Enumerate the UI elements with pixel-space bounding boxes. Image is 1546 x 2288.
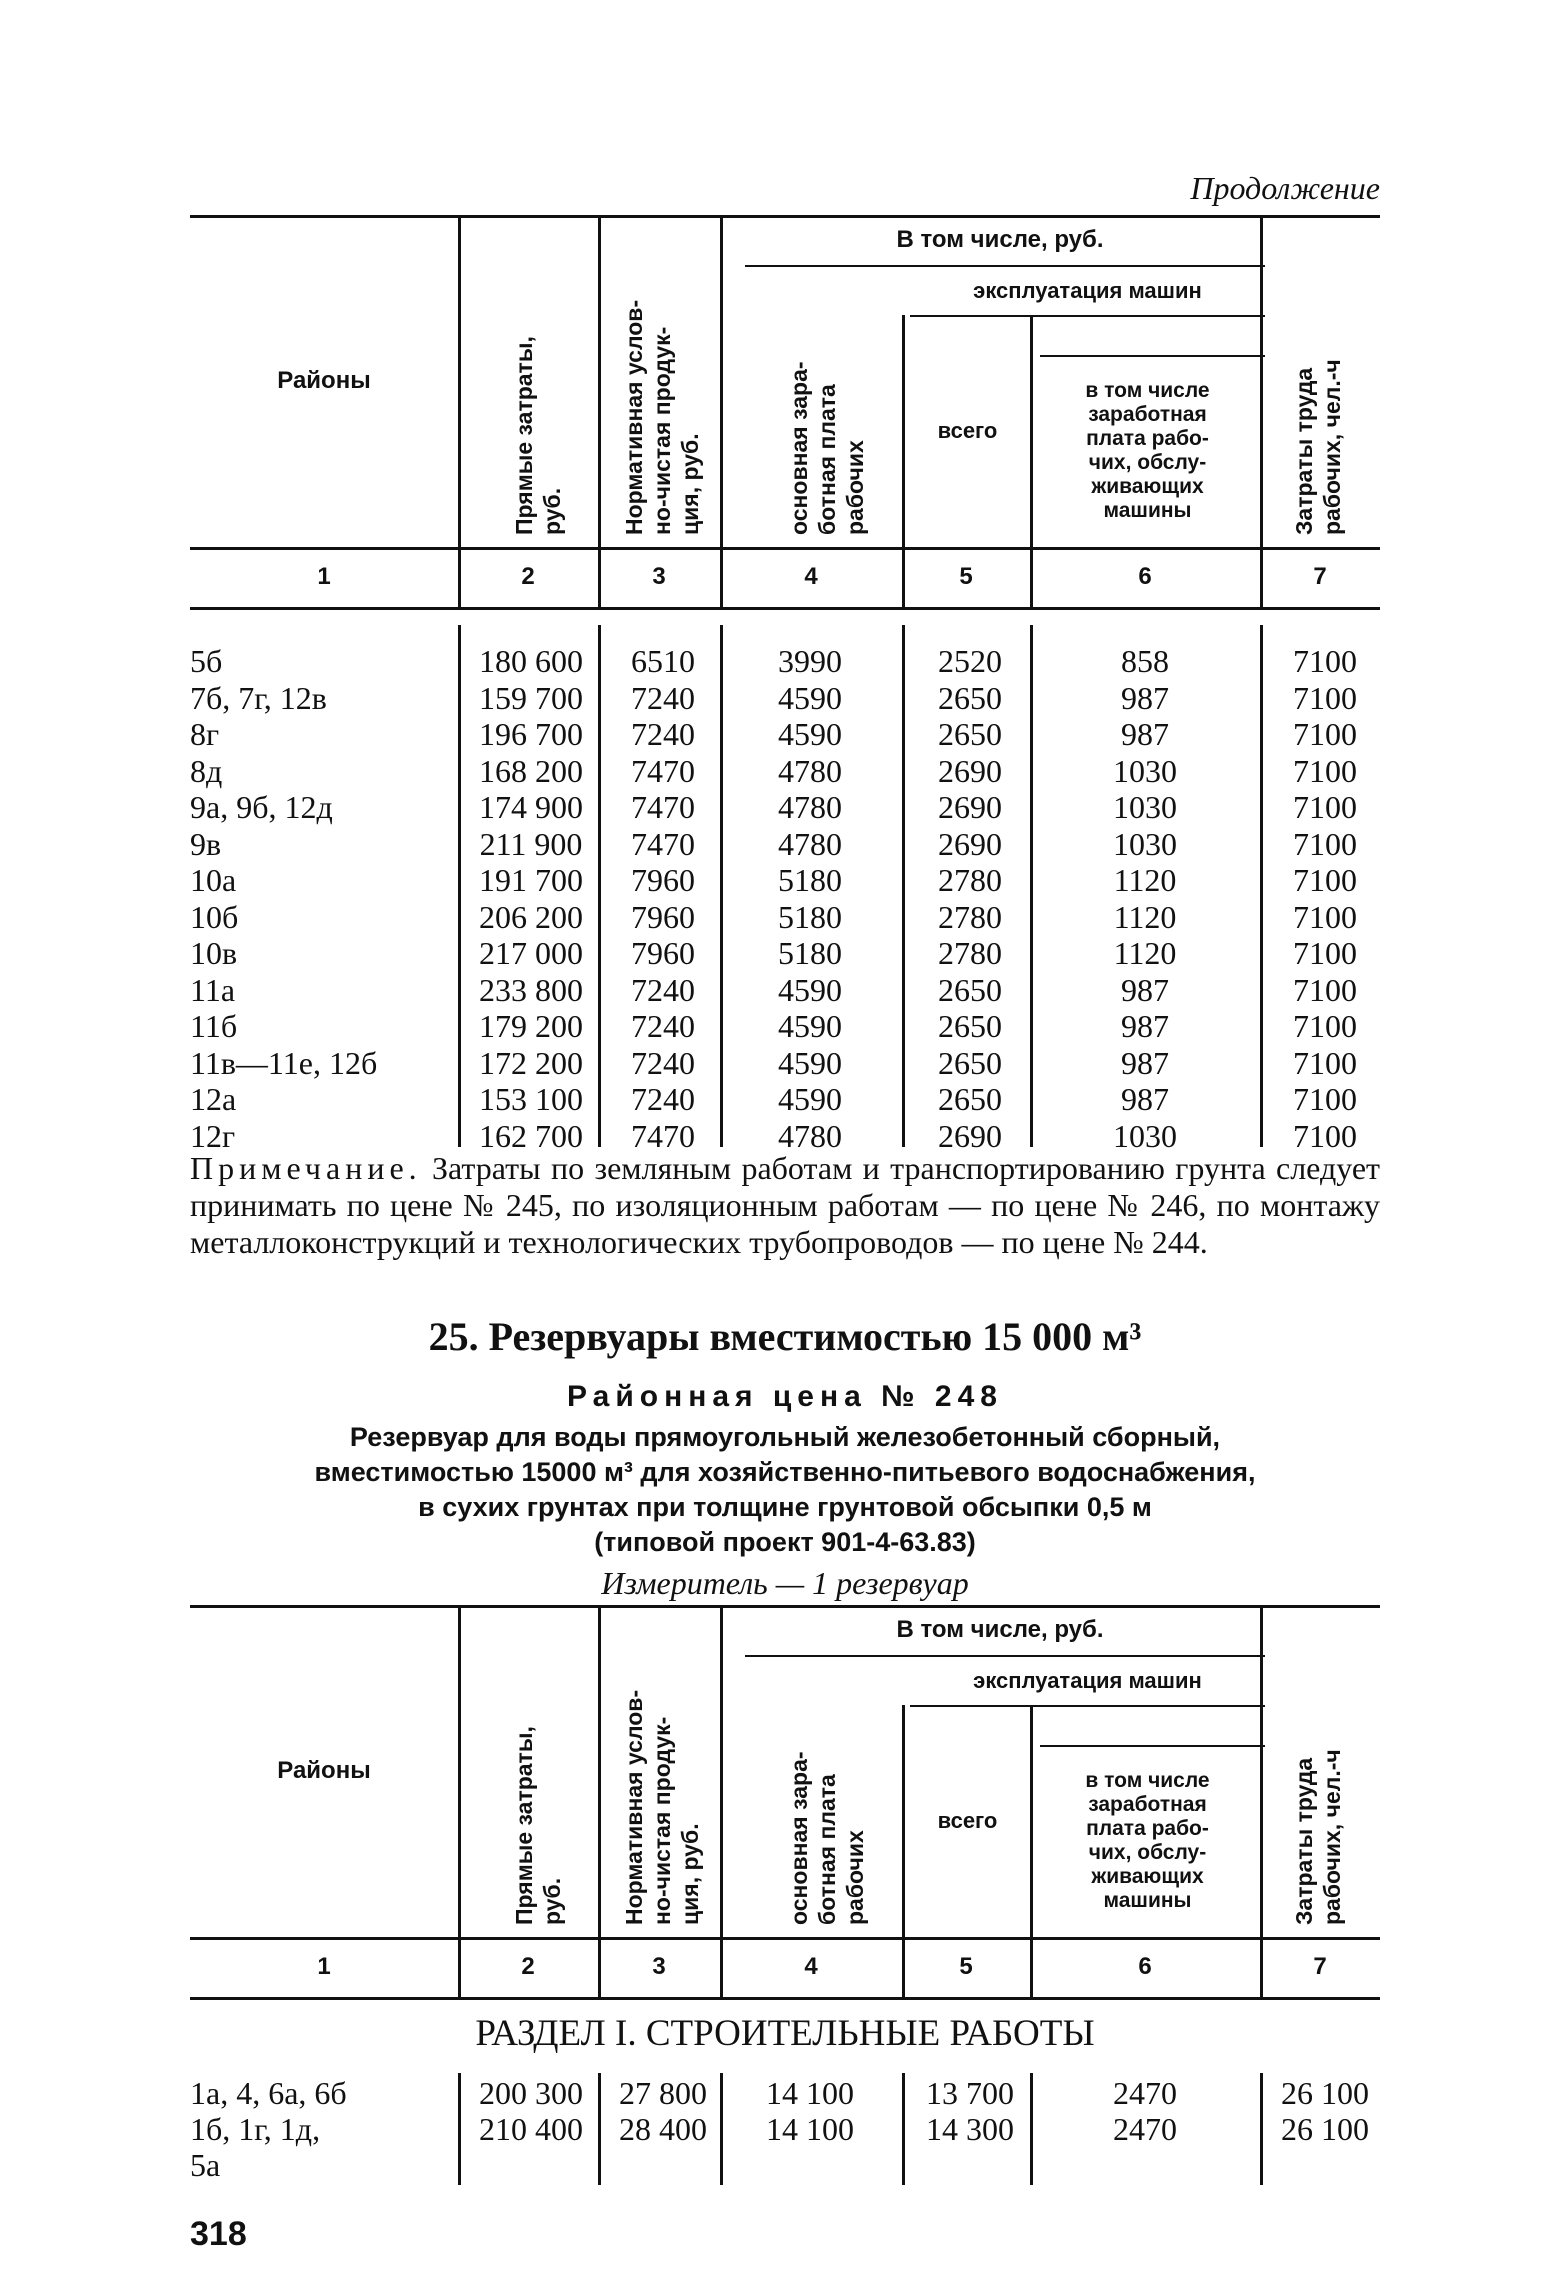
region-cell: 11б: [190, 1008, 238, 1044]
value-cell: 7470: [631, 789, 695, 825]
value-cell: 6510: [631, 643, 695, 679]
value-cell: 2470: [1113, 2075, 1177, 2111]
table-header: [190, 215, 1380, 611]
table-row: [190, 1118, 1380, 1155]
col-number-5: 5: [959, 563, 973, 590]
table-row: [190, 680, 1380, 717]
description-line: в сухих грунтах при толщине грунтовой обсыпки 0,5 м: [418, 1492, 1152, 1522]
region-cell: 1б, 1г, 1д,: [190, 2111, 321, 2147]
value-cell: 162 700: [479, 1117, 583, 1154]
value-cell: 174 900: [479, 789, 583, 825]
value-cell: 14 100: [766, 2111, 854, 2147]
col-number-2: 2: [521, 563, 535, 590]
note: [190, 1150, 1380, 1261]
value-cell: 206 200: [479, 898, 583, 935]
value-cell: 7240: [631, 1044, 695, 1081]
value-cell: 159 700: [479, 679, 583, 716]
value-cell: 2690: [938, 789, 1002, 825]
value-cell: 7100: [1293, 898, 1357, 935]
value-cell: 7240: [631, 679, 695, 716]
price-title: Районная цена № 248: [567, 1380, 1003, 1413]
value-cell: 7960: [631, 898, 695, 935]
value-cell: 2780: [938, 898, 1002, 935]
region-cell: 8г: [190, 716, 220, 752]
value-cell: 7100: [1293, 935, 1357, 971]
value-cell: 172 200: [479, 1044, 583, 1081]
header-including: В том числе, руб.: [896, 226, 1104, 253]
region-cell: 12г: [190, 1117, 236, 1154]
table-row: [190, 935, 1380, 972]
price-table-continued: [190, 215, 1380, 1154]
region-cell: 12а: [190, 1081, 237, 1117]
description: [190, 1420, 1380, 1560]
table-row: [190, 2111, 1380, 2148]
value-cell: 2690: [938, 1117, 1002, 1154]
value-cell: 4590: [778, 1081, 842, 1117]
value-cell: 4590: [778, 679, 842, 716]
value-cell: 987: [1121, 716, 1169, 752]
value-cell: 987: [1121, 971, 1169, 1008]
value-cell: 7100: [1293, 971, 1357, 1008]
table-row: [190, 753, 1380, 790]
table-row: [190, 1008, 1380, 1045]
description-line: Резервуар для воды прямоугольный железобетонный сборный,: [349, 1422, 1221, 1452]
col-number-2: 2: [521, 1953, 535, 1980]
value-cell: 7100: [1293, 1044, 1357, 1081]
table-row: [190, 789, 1380, 826]
value-cell: 2650: [938, 1081, 1002, 1117]
region-cell: 9а, 9б, 12д: [190, 789, 333, 825]
region-cell: 8д: [190, 752, 223, 789]
value-cell: 14 300: [926, 2111, 1014, 2147]
value-cell: 4590: [778, 716, 842, 752]
region-cell: 5а: [190, 2147, 221, 2183]
value-cell: 1030: [1113, 752, 1177, 789]
col-number-4: 4: [804, 563, 818, 590]
value-cell: 2780: [938, 935, 1002, 971]
description-line: (типовой проект 901-4-63.83): [594, 1527, 976, 1557]
region-cell: 11а: [190, 971, 236, 1008]
value-cell: 7100: [1293, 643, 1357, 679]
col-number-3: 3: [652, 1953, 666, 1980]
header-normative-production: Нормативная услов- но-чистая продук- ция, руб.: [621, 299, 703, 535]
note-text: Затраты по земляным работам и транспортированию грунта следует принимать по цене № 245, по изоляционным работам — по цене № 246, по монтажу металлоконструкций и технологических трубопроводов — по цене № 244.: [190, 1150, 1380, 1260]
value-cell: 2780: [938, 862, 1002, 898]
table-row: [190, 972, 1380, 1009]
table-row: [190, 643, 1380, 680]
region-cell: 10б: [190, 898, 239, 935]
value-cell: 4780: [778, 752, 842, 789]
table-row: [190, 716, 1380, 753]
header-direct-costs: Прямые затраты, руб.: [511, 336, 565, 535]
value-cell: 7100: [1293, 1117, 1357, 1154]
header-including: В том числе, руб.: [896, 1616, 1104, 1643]
value-cell: 7100: [1293, 1008, 1357, 1044]
header-machine-total: всего: [937, 1808, 998, 1833]
value-cell: 168 200: [479, 752, 583, 789]
col-number-5: 5: [959, 1953, 973, 1980]
table-row: [190, 1081, 1380, 1118]
value-cell: 2690: [938, 752, 1002, 789]
value-cell: 1030: [1113, 789, 1177, 825]
col-number-7: 7: [1313, 563, 1327, 590]
value-cell: 196 700: [479, 716, 583, 752]
region-cell: 11в—11е, 12б: [190, 1044, 378, 1081]
value-cell: 1030: [1113, 1117, 1177, 1154]
table-row: [190, 899, 1380, 936]
value-cell: 179 200: [479, 1008, 583, 1044]
table-body: [190, 2065, 1380, 2185]
value-cell: 217 000: [479, 935, 583, 971]
value-cell: 7240: [631, 1008, 695, 1044]
section-heading: РАЗДЕЛ I. СТРОИТЕЛЬНЫЕ РАБОТЫ: [475, 2013, 1095, 2054]
value-cell: 26 100: [1281, 2075, 1369, 2111]
value-cell: 2650: [938, 679, 1002, 716]
value-cell: 7960: [631, 935, 695, 971]
header-regions: Районы: [277, 1757, 371, 1784]
price-table-248: [190, 1605, 1380, 2001]
header-labor-costs: Затраты труда рабочих, чел.-ч: [1291, 1749, 1345, 1925]
value-cell: 7100: [1293, 1081, 1357, 1117]
value-cell: 5180: [778, 898, 842, 935]
table-body: [190, 615, 1380, 1154]
value-cell: 7240: [631, 971, 695, 1008]
value-cell: 7100: [1293, 679, 1357, 716]
value-cell: 1120: [1113, 935, 1177, 971]
header-machine-total: всего: [937, 418, 998, 443]
col-number-4: 4: [804, 1953, 818, 1980]
value-cell: 7100: [1293, 752, 1357, 789]
value-cell: 987: [1121, 679, 1169, 716]
value-cell: 7240: [631, 716, 695, 752]
value-cell: 7100: [1293, 862, 1357, 898]
value-cell: 7100: [1293, 789, 1357, 825]
table-row: [190, 862, 1380, 899]
value-cell: 1120: [1113, 862, 1177, 898]
continuation-label: Продолжение: [1190, 170, 1380, 206]
value-cell: 210 400: [479, 2111, 583, 2147]
value-cell: 987: [1121, 1008, 1169, 1044]
value-cell: 987: [1121, 1044, 1169, 1081]
value-cell: 858: [1121, 643, 1169, 679]
value-cell: 200 300: [479, 2075, 583, 2111]
header-regions: Районы: [277, 367, 371, 394]
table-row: [190, 1045, 1380, 1082]
region-cell: 9в: [190, 825, 222, 862]
description-line: вместимостью 15000 м³ для хозяйственно-питьевого водоснабжения,: [314, 1457, 1256, 1487]
region-cell: 10в: [190, 935, 238, 971]
value-cell: 2650: [938, 971, 1002, 1008]
value-cell: 5180: [778, 935, 842, 971]
region-cell: 10а: [190, 862, 237, 898]
header-labor-costs: Затраты труда рабочих, чел.-ч: [1291, 359, 1345, 535]
header-direct-costs: Прямые затраты, руб.: [511, 1726, 565, 1925]
region-cell: 7б, 7г, 12в: [190, 679, 327, 716]
measure-unit: Измеритель — 1 резервуар: [601, 1565, 969, 1601]
value-cell: 2690: [938, 825, 1002, 862]
header-normative-production: Нормативная услов- но-чистая продук- ция, руб.: [621, 1689, 703, 1925]
value-cell: 7960: [631, 862, 695, 898]
value-cell: 2520: [938, 643, 1002, 679]
value-cell: 7240: [631, 1081, 695, 1117]
page-number: 318: [190, 2215, 247, 2253]
value-cell: 27 800: [619, 2075, 707, 2111]
value-cell: 3990: [778, 643, 842, 679]
value-cell: 4780: [778, 1117, 842, 1154]
value-cell: 180 600: [479, 643, 583, 679]
value-cell: 1030: [1113, 825, 1177, 862]
value-cell: 26 100: [1281, 2111, 1369, 2147]
col-number-1: 1: [317, 563, 331, 590]
value-cell: 7470: [631, 752, 695, 789]
value-cell: 2650: [938, 1008, 1002, 1044]
value-cell: 2470: [1113, 2111, 1177, 2147]
value-cell: 2650: [938, 1044, 1002, 1081]
region-cell: 5б: [190, 643, 223, 679]
header-machine-wage: в том числе заработная плата рабо- чих, обслу- живающих машины: [1085, 379, 1210, 522]
value-cell: 4780: [778, 789, 842, 825]
table-row: [190, 826, 1380, 863]
value-cell: 4590: [778, 1044, 842, 1081]
table-row: [190, 2075, 1380, 2112]
value-cell: 7470: [631, 1117, 695, 1154]
value-cell: 4590: [778, 1008, 842, 1044]
value-cell: 2650: [938, 716, 1002, 752]
value-cell: 28 400: [619, 2111, 707, 2147]
table2-body-wrapper: [190, 2065, 1380, 2185]
value-cell: 13 700: [926, 2075, 1014, 2111]
col-number-6: 6: [1138, 563, 1152, 590]
value-cell: 7100: [1293, 716, 1357, 752]
header-machine-operation: эксплуатация машин: [973, 278, 1202, 303]
value-cell: 153 100: [479, 1081, 583, 1117]
region-cell: 1а, 4, 6а, 6б: [190, 2075, 347, 2111]
col-number-7: 7: [1313, 1953, 1327, 1980]
col-number-6: 6: [1138, 1953, 1152, 1980]
col-number-3: 3: [652, 563, 666, 590]
value-cell: 191 700: [479, 862, 583, 898]
table-header: [190, 1605, 1380, 2001]
note-label: Примечание.: [190, 1150, 422, 1186]
value-cell: 1120: [1113, 898, 1177, 935]
value-cell: 4590: [778, 971, 842, 1008]
value-cell: 5180: [778, 862, 842, 898]
value-cell: 211 900: [479, 825, 583, 862]
header-machine-wage: в том числе заработная плата рабо- чих, обслу- живающих машины: [1085, 1769, 1210, 1912]
value-cell: 7470: [631, 825, 695, 862]
section-title: 25. Резервуары вместимостью 15 000 м³: [428, 1314, 1142, 1359]
header-machine-operation: эксплуатация машин: [973, 1668, 1202, 1693]
value-cell: 7100: [1293, 825, 1357, 862]
value-cell: 987: [1121, 1081, 1169, 1117]
header-base-wage: основная зара- ботная плата рабочих: [786, 361, 868, 535]
header-base-wage: основная зара- ботная плата рабочих: [786, 1751, 868, 1925]
value-cell: 4780: [778, 825, 842, 862]
table-row: [190, 2147, 1380, 2184]
col-number-1: 1: [317, 1953, 331, 1980]
value-cell: 233 800: [479, 971, 583, 1008]
value-cell: 14 100: [766, 2075, 854, 2111]
